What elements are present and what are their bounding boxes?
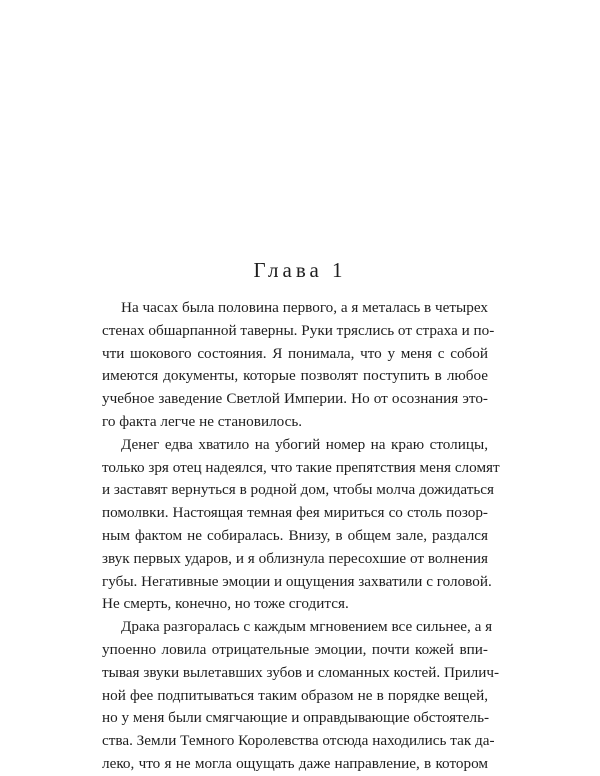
text-line: тывая звуки вылетавших зубов и сломанных костей. Прилич- xyxy=(102,663,500,681)
text-line: Не смерть, конечно, но тоже сгодится. xyxy=(102,595,349,613)
text-line: звук первых ударов, и я облизнула пересохшие от волнения xyxy=(102,549,488,567)
text-line: Денег едва хватило на убогий номер на краю столицы, xyxy=(121,435,488,453)
text-line: и заставят вернуться в родной дом, чтобы молча дожидаться xyxy=(102,481,494,499)
text-line: помолвки. Настоящая темная фея мириться со столь позор- xyxy=(102,504,488,522)
text-line: губы. Негативные эмоции и ощущения захватили с головой. xyxy=(102,572,492,590)
chapter-title: Глава 1 xyxy=(253,258,347,282)
text-line: стенах обшарпанной таверны. Руки тряслись от страха и по- xyxy=(102,321,495,339)
text-line: но у меня были смягчающие и оправдывающие обстоятель- xyxy=(102,709,490,727)
text-line: учебное заведение Светлой Империи. Но от осознания это- xyxy=(102,390,488,408)
text-line: Драка разгоралась с каждым мгновением все сильнее, а я xyxy=(121,618,493,636)
text-line: На часах была половина первого, а я металась в четырех xyxy=(121,299,488,316)
text-line: го факта легче не становилось. xyxy=(102,412,303,430)
text-line: ной фее подпитываться таким образом не в порядке вещей, xyxy=(102,686,488,704)
text-line: ным фактом не собиралась. Внизу, в общем зале, раздался xyxy=(102,526,488,544)
body-text xyxy=(102,297,500,776)
text-line: только зря отец надеялся, что такие препятствия меня сломят xyxy=(102,458,500,476)
text-line: чти шокового состояния. Я понимала, что у меня с собой xyxy=(102,344,488,362)
text-line: леко, что я не могла ощущать даже направление, в котором xyxy=(102,754,488,772)
text-line: имеются документы, которые позволят поступить в любое xyxy=(102,367,488,385)
text-line: ства. Земли Темного Королевства отсюда находились так да- xyxy=(102,732,495,750)
text-line: упоенно ловила отрицательные эмоции, почти кожей впи- xyxy=(102,640,488,658)
